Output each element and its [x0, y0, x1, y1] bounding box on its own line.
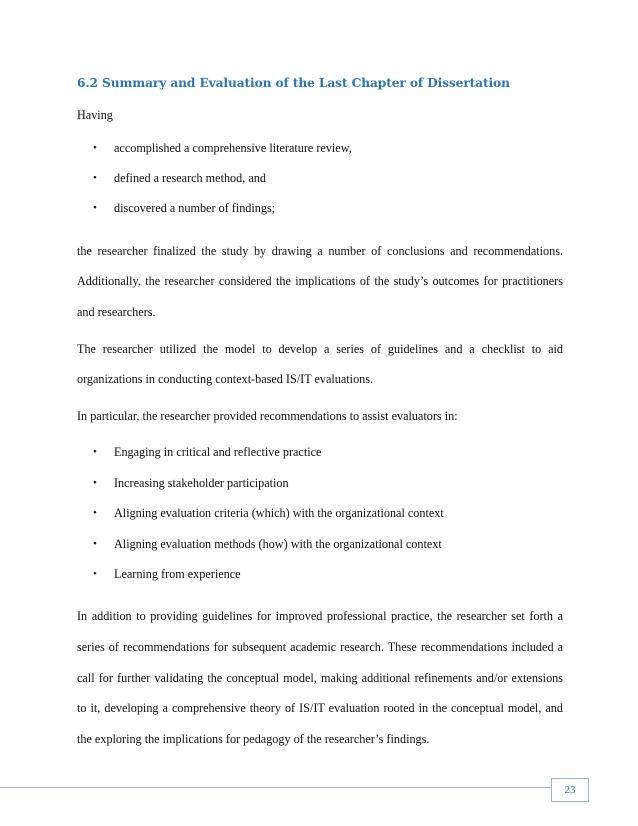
body-content: [77, 100, 563, 754]
footer-rule: [0, 787, 551, 788]
list-item: • Engaging in critical and reflective practice: [77, 437, 563, 467]
bullet-list-having: [77, 133, 563, 224]
bullet-icon: •: [93, 507, 97, 520]
bullet-icon: •: [93, 202, 97, 215]
list-item: • defined a research method, and: [77, 163, 563, 193]
bullet-icon: •: [93, 172, 97, 184]
bullet-list-recommendations: [77, 437, 563, 589]
intro-text: Having: [77, 108, 113, 122]
list-item: • Aligning evaluation criteria (which) with the organizational context: [77, 498, 563, 528]
bullet-icon: •: [93, 141, 97, 154]
paragraph: the researcher finalized the study by drawing a number of conclusions and recommendations. Additionally, the researcher considered the implications of the study’s outcomes for practitioners and researchers.: [77, 243, 563, 319]
page-number: 23: [551, 778, 589, 802]
bullet-icon: •: [93, 476, 97, 489]
paragraph: In particular, the researcher provided recommendations to assist evaluators in:: [77, 408, 458, 423]
list-item: • Learning from experience: [77, 559, 563, 589]
bullet-icon: •: [93, 446, 97, 459]
section-heading: 6.2 Summary and Evaluation of the Last Chapter of Dissertation: [77, 76, 510, 90]
list-item: • Increasing stakeholder participation: [77, 468, 563, 498]
bullet-icon: •: [93, 568, 97, 580]
list-item: • Aligning evaluation methods (how) with the organizational context: [77, 529, 563, 559]
paragraph: In addition to providing guidelines for improved professional practice, the researcher set forth a series of recommendations for subsequent academic research. These recommendations included a call for further validating the conceptual model, making additional refinements and/or extensions to it, developing a comprehensive theory of IS/IT evaluation rooted in the conceptual model, and the exploring the implications for pedagogy of the researcher’s findings.: [77, 609, 563, 746]
paragraph: The researcher utilized the model to develop a series of guidelines and a checklist to aid organizations in conducting context-based IS/IT evaluations.: [77, 341, 563, 387]
list-item: • accomplished a comprehensive literature review,: [77, 133, 563, 163]
list-item: • discovered a number of findings;: [77, 193, 563, 223]
bullet-icon: •: [93, 537, 97, 550]
